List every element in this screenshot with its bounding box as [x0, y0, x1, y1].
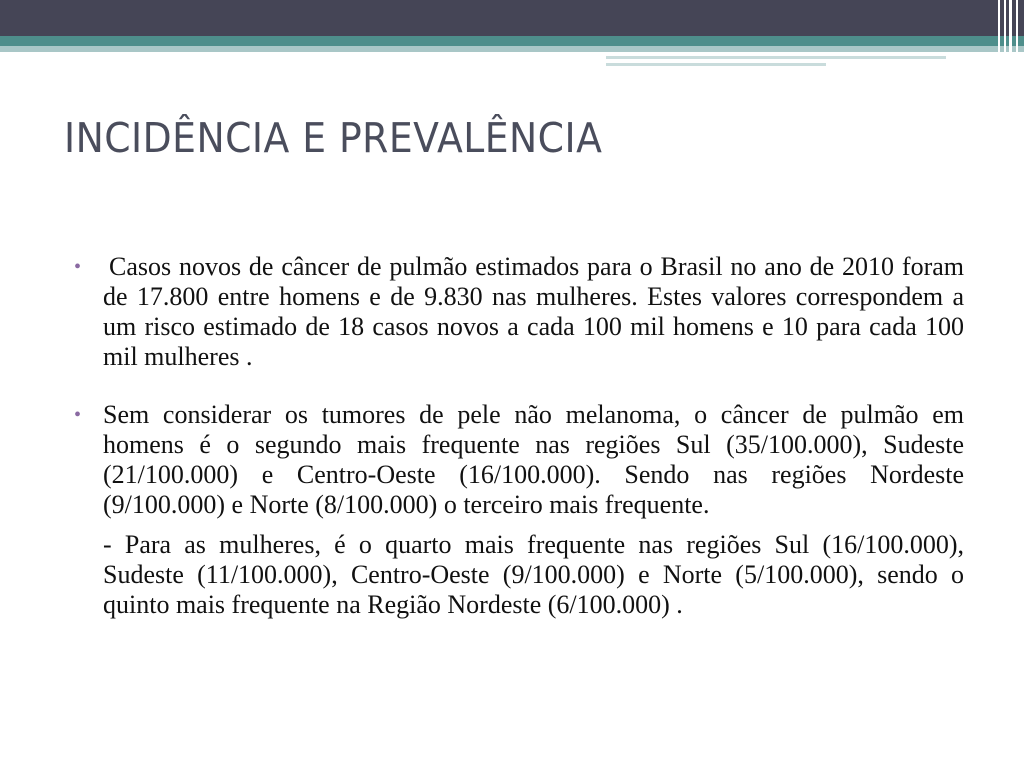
- slide-body: [74, 252, 964, 648]
- bullet-text: Casos novos de câncer de pulmão estimados para o Brasil no ano de 2010 foram de 17.800 entre homens e de 9.830 nas mulheres. Estes valores correspondem a um risco estimado de 18 casos novos a cada 100 mil homens e 10 para cada 100 mil mulheres .: [103, 252, 964, 371]
- bullet-subtext: - Para as mulheres, é o quarto mais frequente nas regiões Sul (16/100.000), Sudeste (11/100.000), Centro-Oeste (9/100.000) e Norte (5/100.000), sendo o quinto mais frequente na Região Nordeste (6/100.000) .: [103, 530, 964, 619]
- slide-title: INCIDÊNCIA E PREVALÊNCIA: [64, 114, 603, 162]
- bullet-icon: •: [74, 404, 82, 426]
- decorative-stripes: [994, 0, 1024, 72]
- bullet-text: Sem considerar os tumores de pele não melanoma, o câncer de pulmão em homens é o segundo mais frequente nas regiões Sul (35/100.000), Sudeste (21/100.000) e Centro-Oeste (16/100.000). Sendo nas regiões Nordeste (9/100.000) e Norte (8/100.000) o terceiro mais frequente.: [103, 400, 964, 519]
- bullet-item: [74, 400, 964, 620]
- header-dark-band: [0, 0, 1024, 36]
- bullet-item: [74, 252, 964, 372]
- decorative-line: [606, 63, 826, 66]
- header-light-band: [0, 46, 1024, 52]
- bullet-icon: •: [74, 256, 82, 278]
- header-teal-band: [0, 36, 1024, 46]
- decorative-line: [606, 56, 946, 59]
